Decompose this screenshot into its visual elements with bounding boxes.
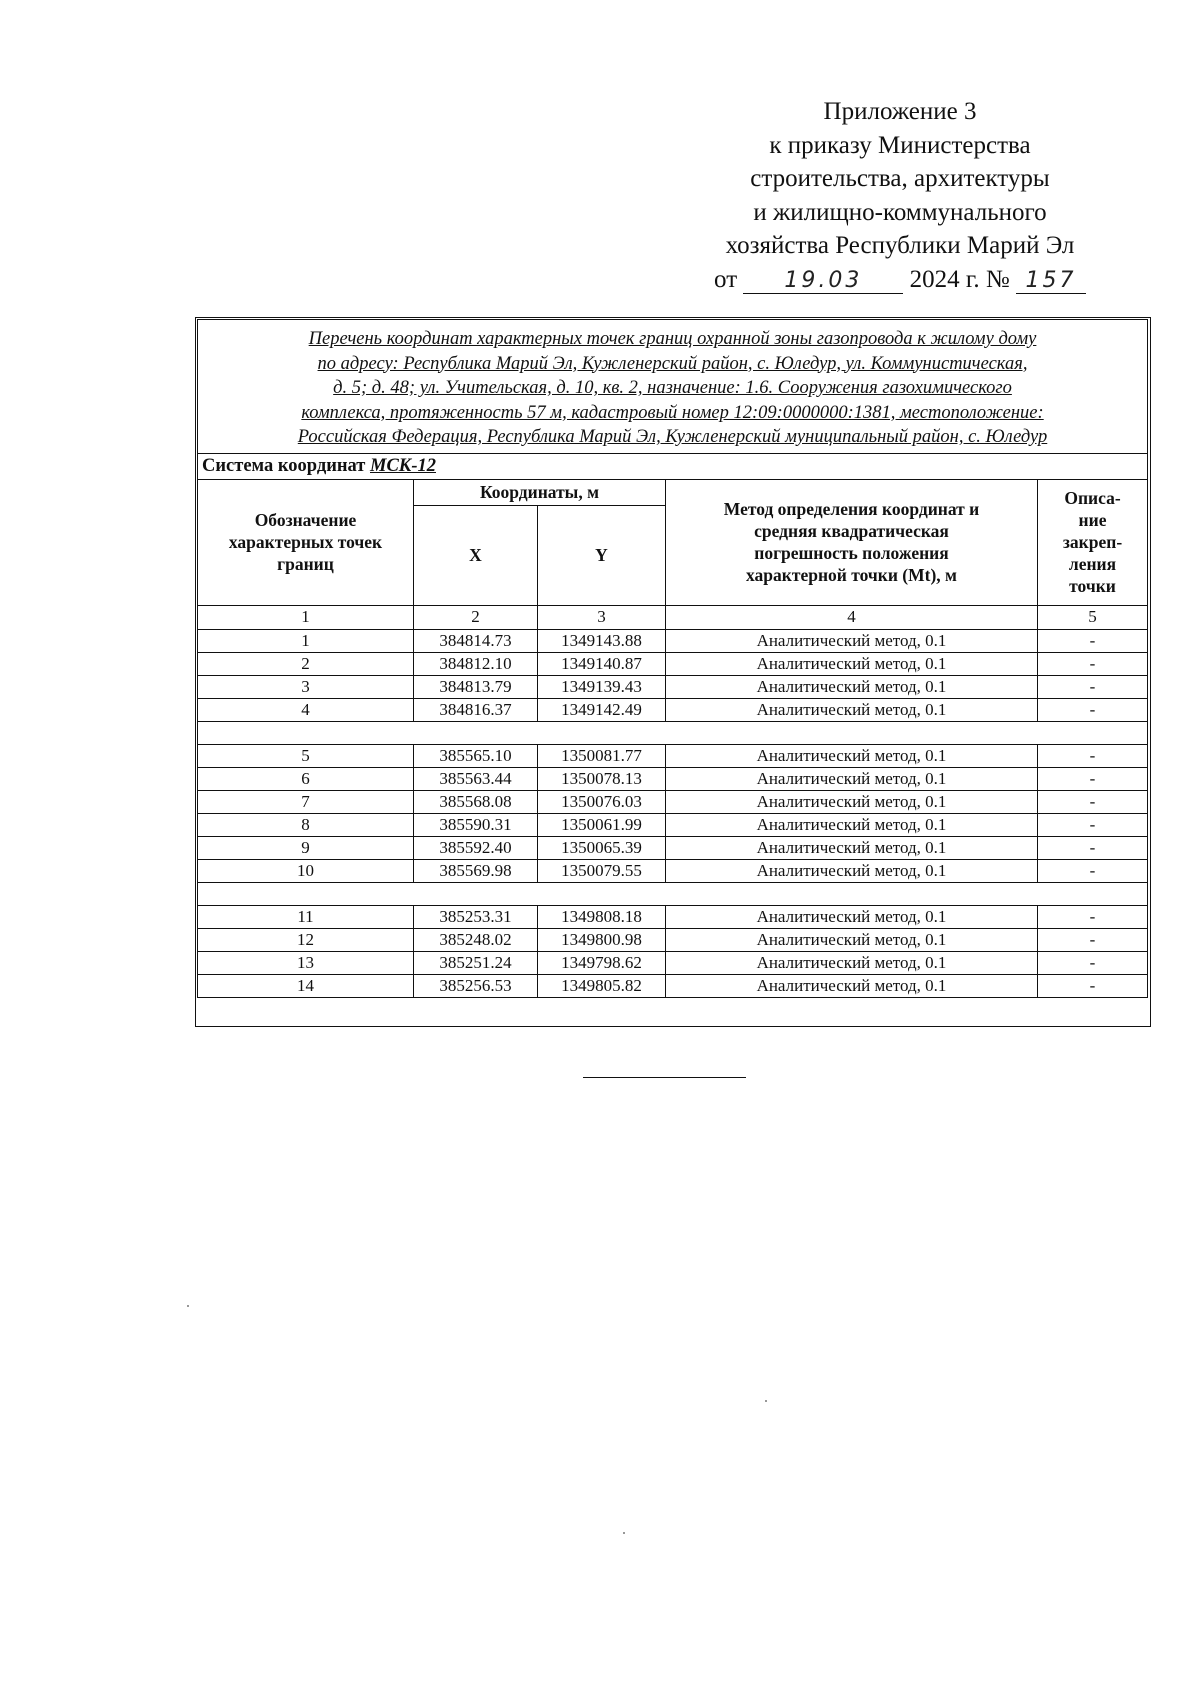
cell-method: Аналитический метод, 0.1 xyxy=(666,859,1038,882)
cell-method: Аналитический метод, 0.1 xyxy=(666,836,1038,859)
header-y: Y xyxy=(538,505,666,605)
cell-x: 385592.40 xyxy=(414,836,538,859)
cell-desc: - xyxy=(1038,744,1148,767)
cell-x: 384812.10 xyxy=(414,652,538,675)
appendix-line-3: строительства, архитектуры xyxy=(750,165,1050,192)
appendix-line-5: хозяйства Республики Марий Эл xyxy=(725,232,1075,259)
scan-speck xyxy=(187,1305,189,1307)
header-method-line: Метод определения координат и xyxy=(723,499,980,519)
cell-desc: - xyxy=(1038,790,1148,813)
appendix-block xyxy=(690,95,1110,296)
cell-point: 12 xyxy=(198,928,414,951)
cell-x: 384816.37 xyxy=(414,698,538,721)
cell-desc: - xyxy=(1038,951,1148,974)
header-point xyxy=(198,479,414,605)
cell-x: 384814.73 xyxy=(414,629,538,652)
table-row xyxy=(198,675,1148,698)
cell-method: Аналитический метод, 0.1 xyxy=(666,905,1038,928)
cell-desc: - xyxy=(1038,698,1148,721)
table-row xyxy=(198,951,1148,974)
cell-method: Аналитический метод, 0.1 xyxy=(666,951,1038,974)
table-row xyxy=(198,928,1148,951)
cell-desc: - xyxy=(1038,675,1148,698)
cell-y: 1350078.13 xyxy=(538,767,666,790)
header-x: X xyxy=(414,505,538,605)
cell-x: 385590.31 xyxy=(414,813,538,836)
cell-x: 385253.31 xyxy=(414,905,538,928)
header-description xyxy=(1038,479,1148,605)
appendix-title: Приложение 3 xyxy=(823,98,977,125)
date-blank xyxy=(743,266,903,294)
cell-point: 14 xyxy=(198,974,414,997)
header-method-line: погрешность положения xyxy=(754,543,949,563)
appendix-line-4: и жилищно-коммунального xyxy=(753,198,1047,226)
table-row xyxy=(198,836,1148,859)
heading-line: по адресу: Республика Марий Эл, Кужленерский район, с. Юледур, ул. Коммунистическая, xyxy=(317,353,1028,374)
cell-desc: - xyxy=(1038,905,1148,928)
cell-x: 385569.98 xyxy=(414,859,538,882)
cell-x: 385565.10 xyxy=(414,744,538,767)
cell-y: 1349808.18 xyxy=(538,905,666,928)
header-description-line: закреп- xyxy=(1062,532,1123,552)
appendix-line-2: к приказу Министерства xyxy=(769,131,1031,159)
heading-line: д. 5; д. 48; ул. Учительская, д. 10, кв. 2, назначение: 1.6. Сооружения газохимического xyxy=(333,378,1012,398)
date-handwritten: 19.03 xyxy=(784,267,863,293)
scan-speck xyxy=(623,1532,625,1534)
table-row xyxy=(198,652,1148,675)
cell-point: 4 xyxy=(198,698,414,721)
cell-desc: - xyxy=(1038,859,1148,882)
cell-x: 385251.24 xyxy=(414,951,538,974)
number-handwritten: 157 xyxy=(1025,267,1077,293)
table-row xyxy=(198,974,1148,997)
coordinate-system-row xyxy=(198,453,1148,479)
scan-speck xyxy=(765,1400,767,1402)
cell-point: 11 xyxy=(198,905,414,928)
cell-y: 1350065.39 xyxy=(538,836,666,859)
cell-desc: - xyxy=(1038,974,1148,997)
cell-desc: - xyxy=(1038,928,1148,951)
cell-point: 8 xyxy=(198,813,414,836)
table-row xyxy=(198,767,1148,790)
group-gap-cell xyxy=(198,721,1148,744)
cell-x: 385568.08 xyxy=(414,790,538,813)
column-number: 1 xyxy=(198,605,414,629)
cell-method: Аналитический метод, 0.1 xyxy=(666,698,1038,721)
number-blank xyxy=(1016,266,1086,294)
cell-method: Аналитический метод, 0.1 xyxy=(666,629,1038,652)
year-text: 2024 г. № xyxy=(909,265,1010,293)
cell-y: 1350079.55 xyxy=(538,859,666,882)
cell-y: 1349139.43 xyxy=(538,675,666,698)
cell-method: Аналитический метод, 0.1 xyxy=(666,790,1038,813)
header-method xyxy=(666,479,1038,605)
cell-y: 1350081.77 xyxy=(538,744,666,767)
cell-point: 13 xyxy=(198,951,414,974)
cell-y: 1350061.99 xyxy=(538,813,666,836)
cell-point: 2 xyxy=(198,652,414,675)
cell-method: Аналитический метод, 0.1 xyxy=(666,744,1038,767)
heading-line: комплекса, протяженность 57 м, кадастровый номер 12:09:0000000:1381, местоположение: xyxy=(301,402,1044,423)
cell-y: 1349143.88 xyxy=(538,629,666,652)
cell-point: 6 xyxy=(198,767,414,790)
cell-point: 7 xyxy=(198,790,414,813)
column-number-row xyxy=(198,605,1148,629)
table-row xyxy=(198,813,1148,836)
cell-method: Аналитический метод, 0.1 xyxy=(666,675,1038,698)
cell-desc: - xyxy=(1038,836,1148,859)
separator-line xyxy=(583,1077,746,1078)
cell-method: Аналитический метод, 0.1 xyxy=(666,652,1038,675)
cell-x: 384813.79 xyxy=(414,675,538,698)
header-description-line: ления xyxy=(1068,554,1117,574)
cell-y: 1350076.03 xyxy=(538,790,666,813)
cell-method: Аналитический метод, 0.1 xyxy=(666,974,1038,997)
cell-point: 1 xyxy=(198,629,414,652)
table-row xyxy=(198,905,1148,928)
column-number: 2 xyxy=(414,605,538,629)
cell-desc: - xyxy=(1038,652,1148,675)
table-row xyxy=(198,859,1148,882)
group-gap-cell xyxy=(198,882,1148,905)
header-method-line: средняя квадратическая xyxy=(754,521,949,541)
column-number: 4 xyxy=(666,605,1038,629)
header-description-line: точки xyxy=(1069,576,1116,596)
table-row xyxy=(198,629,1148,652)
cell-method: Аналитический метод, 0.1 xyxy=(666,767,1038,790)
table-row xyxy=(198,790,1148,813)
cell-method: Аналитический метод, 0.1 xyxy=(666,813,1038,836)
cell-y: 1349140.87 xyxy=(538,652,666,675)
header-method-line: характерной точки (Mt), м xyxy=(746,565,957,585)
cell-y: 1349142.49 xyxy=(538,698,666,721)
header-description-line: ние xyxy=(1078,510,1107,530)
column-number: 3 xyxy=(538,605,666,629)
heading-line: Перечень координат характерных точек границ охранной зоны газопровода к жилому дому xyxy=(308,329,1037,349)
cell-desc: - xyxy=(1038,813,1148,836)
cell-method: Аналитический метод, 0.1 xyxy=(666,928,1038,951)
cell-desc: - xyxy=(1038,629,1148,652)
cell-desc: - xyxy=(1038,767,1148,790)
cell-point: 3 xyxy=(198,675,414,698)
appendix-date-line xyxy=(690,263,1110,297)
header-coordinates: Координаты, м xyxy=(414,479,666,505)
table-row xyxy=(198,698,1148,721)
header-point-line: характерных точек xyxy=(228,532,383,552)
cell-x: 385248.02 xyxy=(414,928,538,951)
cell-point: 9 xyxy=(198,836,414,859)
header-point-line: границ xyxy=(277,554,334,574)
coordinate-system-value: МСК-12 xyxy=(370,456,436,476)
heading-line: Российская Федерация, Республика Марий Эл, Кужленерский муниципальный район, с. Юледур xyxy=(297,427,1048,447)
cell-point: 5 xyxy=(198,744,414,767)
group-gap-row xyxy=(198,721,1148,744)
coordinate-system-label: Система координат xyxy=(202,456,366,476)
cell-y: 1349798.62 xyxy=(538,951,666,974)
cell-y: 1349800.98 xyxy=(538,928,666,951)
date-prefix: от xyxy=(714,265,738,293)
table-heading xyxy=(198,320,1148,454)
cell-x: 385563.44 xyxy=(414,767,538,790)
cell-x: 385256.53 xyxy=(414,974,538,997)
column-number: 5 xyxy=(1038,605,1148,629)
cell-y: 1349805.82 xyxy=(538,974,666,997)
group-gap-row xyxy=(198,882,1148,905)
table-row xyxy=(198,744,1148,767)
header-point-line: Обозначение xyxy=(254,510,357,530)
header-description-line: Описа- xyxy=(1064,488,1121,508)
cell-point: 10 xyxy=(198,859,414,882)
coordinates-table xyxy=(197,319,1148,998)
